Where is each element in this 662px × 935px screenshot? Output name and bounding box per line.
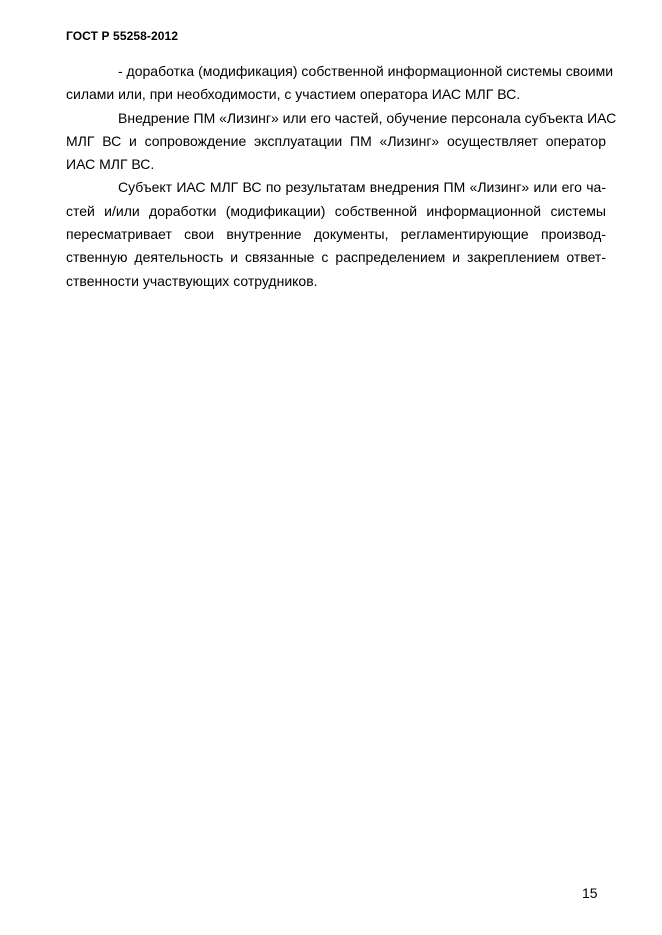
text-line: ственности участвующих сотрудников. [66, 272, 318, 289]
text-line: пересматривает свои внутренние документы, регламентирующие производ- [66, 226, 606, 243]
text-line: ИАС МЛГ ВС. [66, 156, 155, 173]
text-line: Внедрение ПМ «Лизинг» или его частей, обучение персонала субъекта ИАС [118, 109, 617, 126]
text-line: ственную деятельность и связанные с распределением и закреплением ответ- [66, 249, 606, 266]
text-line: стей и/или доработки (модификации) собственной информационной системы [66, 202, 606, 219]
page-number: 15 [582, 885, 598, 901]
text-line: силами или, при необходимости, с участием оператора ИАС МЛГ ВС. [66, 86, 521, 103]
paragraph-documents-review [66, 176, 606, 292]
text-line: МЛГ ВС и сопровождение эксплуатации ПМ «Лизинг» осуществляет оператор [66, 132, 606, 149]
paragraph-modification [66, 60, 614, 107]
text-line: - доработка (модификация) собственной информационной системы своими [118, 63, 614, 79]
document-body [66, 60, 617, 293]
paragraph-implementation [66, 107, 617, 177]
text-line: Субъект ИАС МЛГ ВС по результатам внедрения ПМ «Лизинг» или его ча- [118, 179, 606, 196]
standard-code-header: ГОСТ Р 55258-2012 [66, 29, 179, 43]
